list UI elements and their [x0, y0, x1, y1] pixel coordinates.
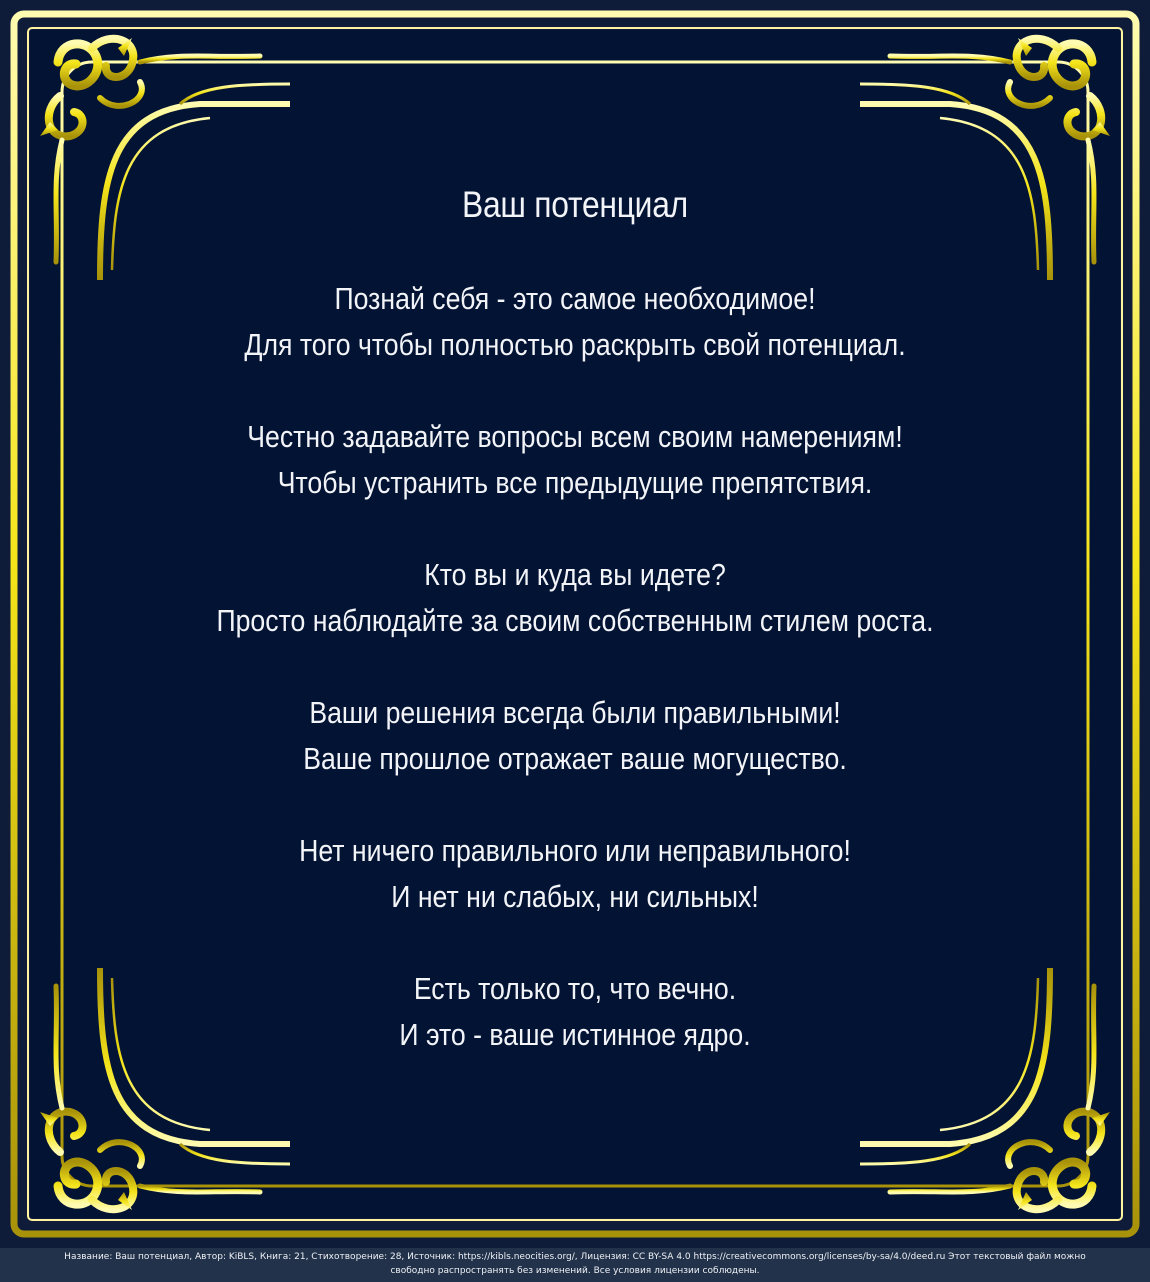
poem-line: Чтобы устранить все предыдущие препятствия.	[277, 465, 873, 500]
poem-line: Познай себя - это самое необходимое!	[334, 281, 816, 316]
poem-line: Ваше прошлое отражает ваше могущество.	[303, 741, 847, 776]
poem-title: Ваш потенциал	[462, 184, 688, 225]
poem-line: Для того чтобы полностью раскрыть свой потенциал.	[244, 327, 906, 362]
license-footer-line: Название: Ваш потенциал, Автор: KiBLS, Книга: 21, Стихотворение: 28, Источник: https://kibls.neocities.org/, Лицензия: CC BY-SA 4.0 https://creativecommons.org/licenses/by-sa/4.0/deed.ru Этот текстовый файл можно	[64, 1252, 1086, 1262]
license-footer	[0, 1250, 1150, 1282]
stanza	[130, 414, 1020, 506]
stanza	[130, 276, 1020, 368]
stanza	[130, 690, 1020, 782]
poem-line: Честно задавайте вопросы всем своим намерениям!	[247, 419, 903, 454]
poem-line: Просто наблюдайте за своим собственным стилем роста.	[216, 603, 934, 638]
license-footer-line: свободно распространять без изменений. Все условия лицензии соблюдены.	[390, 1266, 760, 1276]
stanza	[130, 966, 1020, 1058]
poem-line: И нет ни слабых, ни сильных!	[391, 879, 759, 914]
poem	[130, 170, 1020, 1104]
stanza	[130, 828, 1020, 920]
poem-line: Есть только то, что вечно.	[413, 971, 737, 1006]
poem-line: Кто вы и куда вы идете?	[424, 557, 726, 592]
stanza	[130, 552, 1020, 644]
poem-line: Ваши решения всегда были правильными!	[309, 695, 841, 730]
poem-line: И это - ваше истинное ядро.	[399, 1017, 751, 1052]
poem-line: Нет ничего правильного или неправильного!	[299, 833, 851, 868]
